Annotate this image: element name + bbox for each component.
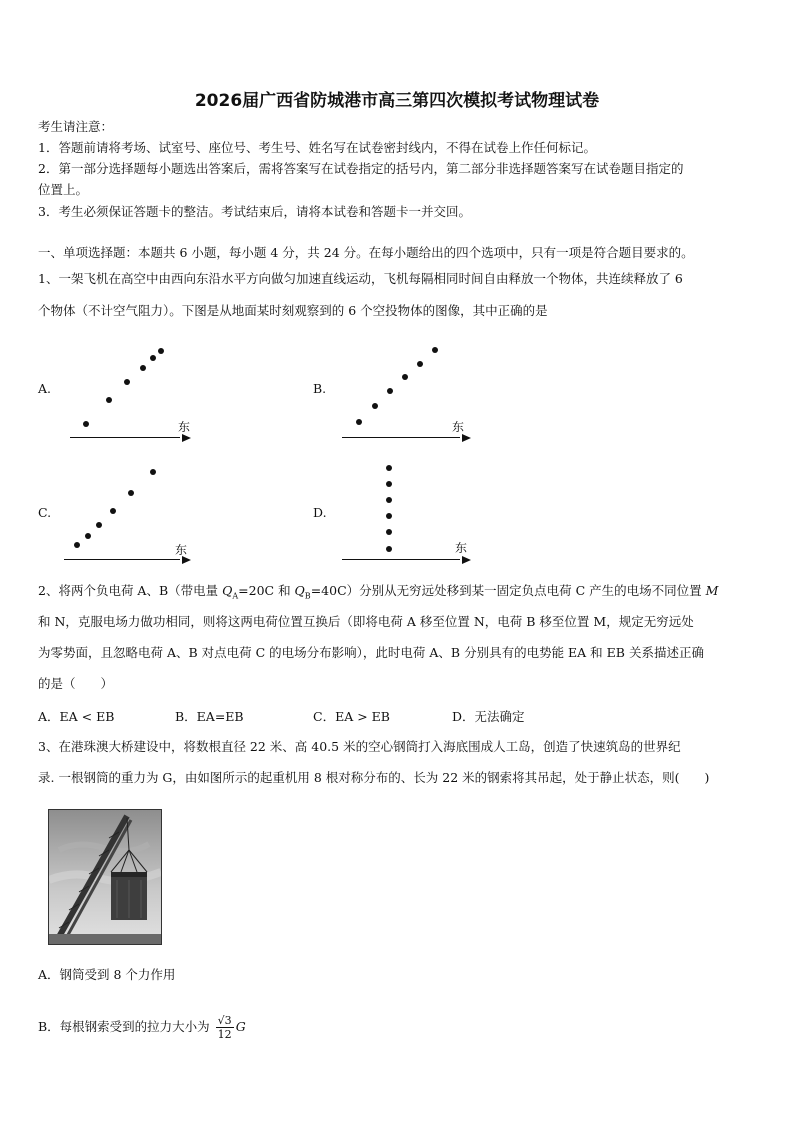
q1-c-dot (150, 469, 156, 475)
q1-d-axis (342, 559, 460, 560)
q1-option-d-label: D. (313, 505, 327, 520)
q2-line-1: 2、将两个负电荷 A、B（带电量 $Q_A=20C$ 和 $Q_B=40C$）分别从无穷远处移到某一固定负点电荷 C 产生的电场不同位置 M (38, 583, 719, 601)
q2-option-b: B．EA=EB (175, 709, 244, 724)
notice-item-2: 2．第一部分选择题每小题选出答案后，需将答案写在试卷指定的括号内，第二部分非选择题答案写在试卷题目指定的 (38, 161, 684, 176)
q1-a-axis (70, 437, 180, 438)
q1-a-dot (83, 421, 89, 427)
q1-d-dot (386, 497, 392, 503)
q1-d-dot (386, 546, 392, 552)
notice-heading: 考生请注意： (38, 119, 114, 134)
q1-b-dot (372, 403, 378, 409)
q1-b-dot (432, 347, 438, 353)
q1-d-arrow-icon (462, 556, 471, 564)
q1-line-1: 1、一架飞机在高空中由西向东沿水平方向做匀加速直线运动，飞机每隔相同时间自由释放一个物体，共连续释放了 6 (38, 271, 683, 286)
q1-option-a-label: A. (38, 381, 52, 396)
q1-c-axis (64, 559, 180, 560)
q1-d-east-label: 东 (455, 541, 468, 555)
q2-option-c: C．EA > EB (313, 709, 390, 724)
q1-b-arrow-icon (462, 434, 471, 442)
q2-line-3: 为零势面，且忽略电荷 A、B 对点电荷 C 的电场分布影响），此时电荷 A、B 分别具有的电势能 EA 和 EB 关系描述正确 (38, 645, 704, 660)
q1-a-dot (140, 365, 146, 371)
notice-item-1: 1．答题前请将考场、试室号、座位号、考生号、姓名写在试卷密封线内，不得在试卷上作任何标记。 (38, 140, 596, 155)
q1-a-dot (124, 379, 130, 385)
q1-a-dot (150, 355, 156, 361)
q1-b-dot (402, 374, 408, 380)
q1-c-dot (74, 542, 80, 548)
crane-photo-illustration (49, 810, 161, 944)
notice-item-3: 3．考生必须保证答题卡的整洁。考试结束后，请将本试卷和答题卡一并交回。 (38, 204, 471, 219)
q3-line-1: 3、在港珠澳大桥建设中，将数根直径 22 米、高 40.5 米的空心钢筒打入海底围成人工岛，创造了快速筑岛的世界纪 (38, 739, 681, 754)
q3-option-a: A．钢筒受到 8 个力作用 (38, 967, 176, 982)
q1-c-dot (96, 522, 102, 528)
q1-d-dot (386, 513, 392, 519)
q1-a-dot (158, 348, 164, 354)
q3-option-b-fraction: $\frac{√3}{12}$ (217, 1014, 232, 1041)
q1-c-dot (128, 490, 134, 496)
q1-line-2: 个物体（不计空气阻力）。下图是从地面某时刻观察到的 6 个空投物体的图像，其中正确的是 (38, 303, 548, 318)
q1-option-c-label: C. (38, 505, 52, 520)
exam-title: 2026届广西省防城港市高三第四次模拟考试物理试卷 (194, 91, 600, 111)
q2-line-2: 和 N，克服电场力做功相同，则将这两电荷位置互换后（即将电荷 A 移至位置 N，电荷 B 移至位置 M，规定无穷远处 (38, 614, 694, 629)
q3-option-b: B．每根钢索受到的拉力大小为 $\frac{√3}{12}$ G (38, 1014, 246, 1041)
q1-c-east-label: 东 (175, 543, 188, 557)
q1-a-east-label: 东 (178, 420, 191, 434)
q1-a-dot (106, 397, 112, 403)
q1-c-dot (110, 508, 116, 514)
q1-b-axis (342, 437, 460, 438)
crane-lifting-steel-cylinder-photo (48, 809, 162, 945)
q1-c-dot (85, 533, 91, 539)
q1-b-dot (387, 388, 393, 394)
q1-b-dot (356, 419, 362, 425)
q2-option-a: A．EA < EB (38, 709, 115, 724)
q1-b-east-label: 东 (452, 420, 465, 434)
section-1-heading: 一、单项选择题：本题共 6 小题，每小题 4 分，共 24 分。在每小题给出的四个选项中，只有一项是符合题目要求的。 (38, 245, 694, 260)
q2-line-4: 的是（ ） (38, 676, 114, 691)
q2-option-d: D．无法确定 (452, 709, 525, 724)
q1-d-dot (386, 481, 392, 487)
q1-option-b-label: B. (313, 381, 327, 396)
notice-item-2-cont: 位置上。 (38, 182, 89, 197)
q1-b-dot (417, 361, 423, 367)
q1-d-dot (386, 529, 392, 535)
q1-d-dot (386, 465, 392, 471)
q1-a-arrow-icon (182, 434, 191, 442)
q3-line-2: 录. 一根钢筒的重力为 G，由如图所示的起重机用 8 根对称分布的、长为 22 米的钢索将其吊起，处于静止状态，则( ) (38, 770, 710, 785)
